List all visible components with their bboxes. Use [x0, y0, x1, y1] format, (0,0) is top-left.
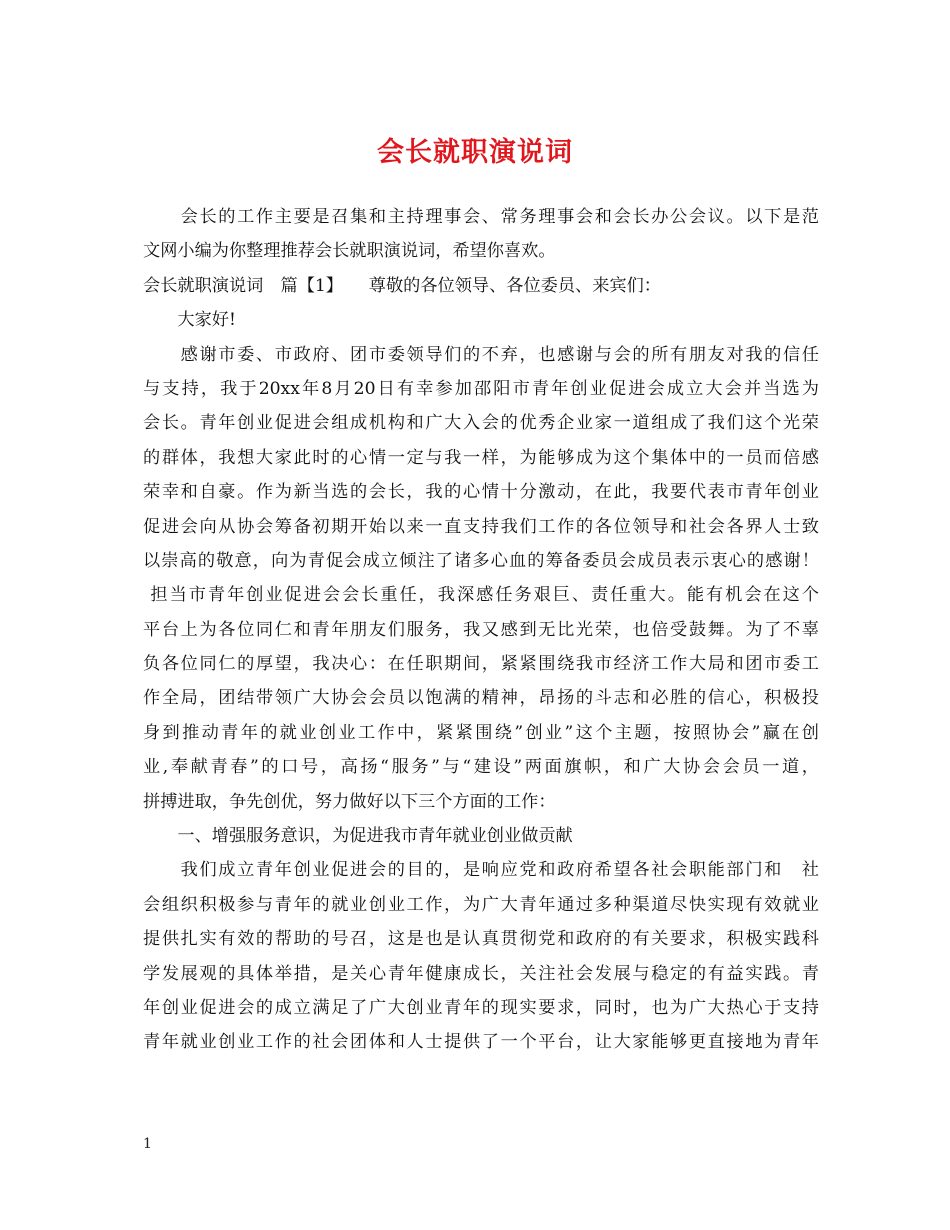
text-line: 会长的工作主要是召集和主持理事会、常务理事会和会长办公会议。以下是范 — [143, 207, 819, 227]
text-line: 会组织积极参与青年的就业创业工作，为广大青年通过多种渠道尽快实现有效就业 — [143, 894, 819, 915]
text-line: 拼搏进取，争先创优，努力做好以下三个方面的工作： — [143, 791, 556, 812]
text-line: 平台上为各位同仁和青年朋友们服务，我又感到无比光荣，也倍受鼓舞。为了不辜 — [143, 619, 819, 640]
text-line: 会长就职演说词 篇【1】 尊敬的各位领导、各位委员、来宾们： — [143, 275, 661, 296]
text-line: 一、增强服务意识，为促进我市青年就业创业做贡献 — [143, 826, 573, 847]
text-line: 以崇高的敬意，向为青促会成立倾注了诸多心血的筹备委员会成员表示衷心的感谢！ — [143, 550, 819, 571]
text-line: 促进会向从协会筹备初期开始以来一直支持我们工作的各位领导和社会各界人士致 — [143, 516, 819, 537]
text-line: 荣幸和自豪。作为新当选的会长，我的心情十分激动，在此，我要代表市青年创业 — [143, 482, 819, 503]
text-line: 大家好! — [143, 310, 236, 331]
page-number: 1 — [143, 1136, 152, 1152]
text-line: 青年就业创业工作的社会团体和人士提供了一个平台，让大家能够更直接地为青年 — [143, 1032, 819, 1053]
text-line: 提供扎实有效的帮助的号召，这是也是认真贯彻党和政府的有关要求，积极实践科 — [143, 929, 819, 950]
text-line: 学发展观的具体举措，是关心青年健康成长，关注社会发展与稳定的有益实践。青 — [143, 963, 819, 984]
text-line: 身到推动青年的就业创业工作中，紧紧围绕”创业”这个主题，按照协会”赢在创 — [143, 722, 819, 743]
text-line: 负各位同仁的厚望，我决心：在任职期间，紧紧围绕我市经济工作大局和团市委工 — [143, 654, 819, 675]
text-line: 作全局，团结带领广大协会会员以饱满的精神，昂扬的斗志和必胜的信心，积极投 — [143, 688, 819, 709]
text-line: 我们成立青年创业促进会的目的，是响应党和政府希望各社会职能部门和 社 — [143, 860, 819, 881]
text-line: 业,奉献青春”的口号，高扬“服务”与“建设”两面旗帜，和广大协会会员一道， — [143, 757, 819, 778]
text-line: 感谢市委、市政府、团市委领导们的不弃，也感谢与会的所有朋友对我的信任 — [143, 344, 819, 365]
document-body — [143, 200, 819, 1060]
text-line: 文网小编为你整理推荐会长就职演说词，希望你喜欢。 — [143, 241, 556, 262]
text-line: 年创业促进会的成立满足了广大创业青年的现实要求，同时，也为广大热心于支持 — [143, 997, 819, 1018]
text-line: 会长。青年创业促进会组成机构和广大入会的优秀企业家一道组成了我们这个光荣 — [143, 413, 819, 434]
document-title: 会长就职演说词 — [377, 137, 573, 168]
text-line: 与支持，我于20xx年8月20日有幸参加邵阳市青年创业促进会成立大会并当选为 — [143, 378, 819, 399]
text-line: 的群体，我想大家此时的心情一定与我一样，为能够成为这个集体中的一员而倍感 — [143, 447, 819, 468]
text-line: 担当市青年创业促进会会长重任，我深感任务艰巨、责任重大。能有机会在这个 — [143, 585, 819, 606]
